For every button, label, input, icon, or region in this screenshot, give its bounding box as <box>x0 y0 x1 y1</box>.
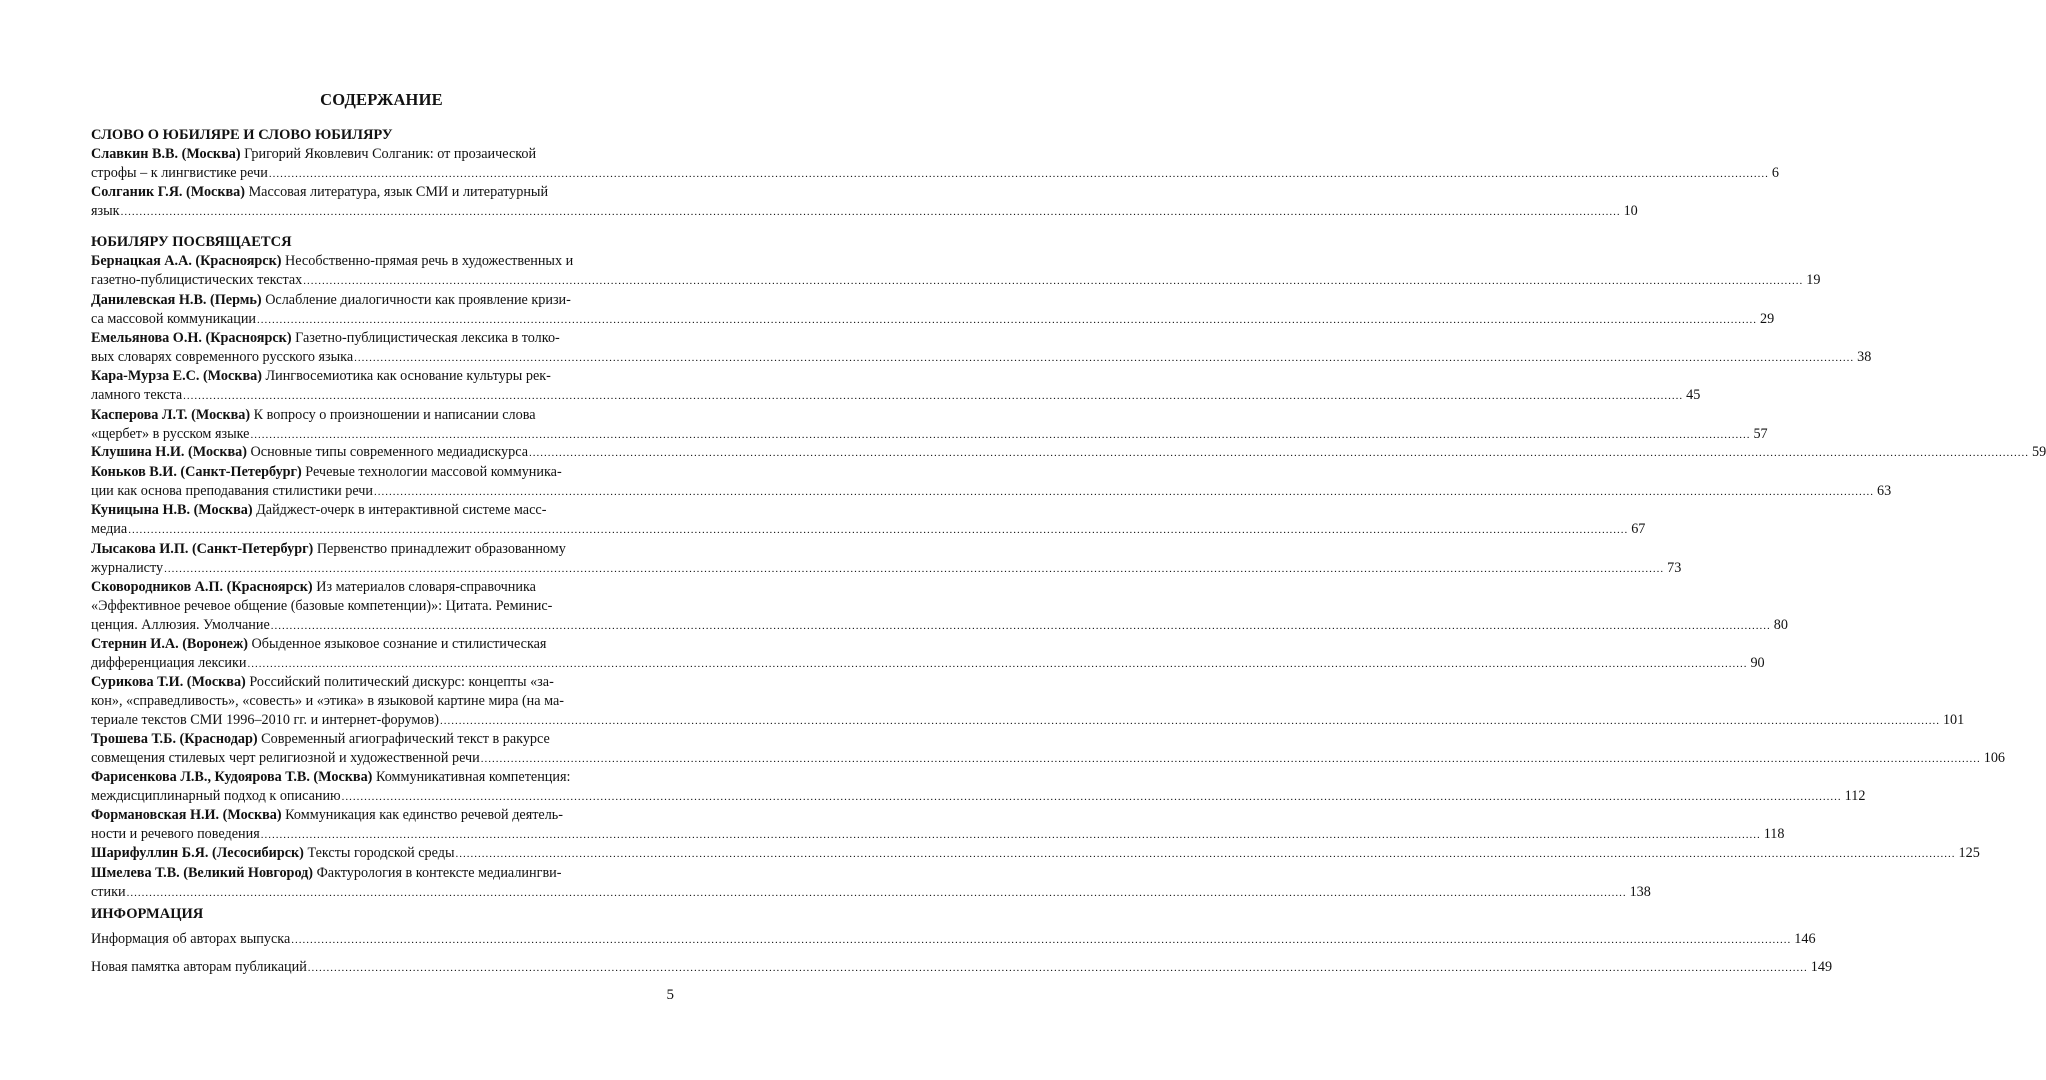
toc-entry[interactable] <box>91 806 1785 844</box>
leader-dots: ................................................................................................................................................................................................................................................................................................................................................................................................................ <box>341 791 1842 803</box>
toc-entry[interactable] <box>91 183 1638 221</box>
entry-page-number: 101 <box>1942 712 1965 728</box>
section-heading: СЛОВО О ЮБИЛЯРЕ И СЛОВО ЮБИЛЯРУ <box>91 127 393 143</box>
entry-text <box>91 787 341 806</box>
entry-text <box>91 616 270 635</box>
entry-text <box>91 164 268 183</box>
entry-page-number: 80 <box>1773 617 1788 633</box>
entry-text <box>91 202 120 221</box>
entry-author: Лысакова И.П. (Санкт-Петербург) <box>91 541 314 557</box>
entry-line <box>91 406 672 425</box>
entry-title-text: Новая памятка авторам публикаций <box>91 959 307 975</box>
entry-line <box>91 958 1833 977</box>
entry-title-text: журналисту <box>91 560 164 576</box>
toc-entry[interactable] <box>91 930 1816 949</box>
entry-text <box>91 930 290 949</box>
entry-author: Клушина Н.И. (Москва) <box>91 444 247 460</box>
entry-title-text: Основные типы современного медиадискурса <box>247 444 528 460</box>
entry-title-text: териале текстов СМИ 1996–2010 гг. и интернет-форумов) <box>91 712 439 728</box>
entry-text <box>91 711 439 730</box>
entry-line <box>91 749 2006 768</box>
entry-author: Солганик Г.Я. (Москва) <box>91 184 246 200</box>
entry-page-number: 57 <box>1753 426 1768 442</box>
entry-text <box>91 310 256 329</box>
entry-text <box>91 520 127 539</box>
leader-dots: ................................................................................................................................................................................................................................................................................................................................................................................................................ <box>480 753 1981 765</box>
entry-text <box>91 482 373 501</box>
entry-line <box>91 559 1682 578</box>
entry-title-text: «щербет» в русском языке <box>91 426 250 442</box>
entry-title-text: Речевые технологии массовой коммуника- <box>301 464 562 480</box>
entry-title-text: Тексты городской среды <box>303 845 455 861</box>
toc-entry[interactable] <box>91 768 1866 806</box>
entry-line <box>91 252 672 271</box>
entry-line <box>91 844 1980 863</box>
entry-line <box>91 806 672 825</box>
entry-title-text: газетно-публицистических текстах <box>91 272 303 288</box>
section-heading: ЮБИЛЯРУ ПОСВЯЩАЕТСЯ <box>91 234 292 250</box>
entry-title-text: ценция. Аллюзия. Умолчание <box>91 617 270 633</box>
entry-line <box>91 883 1651 902</box>
entry-line <box>91 787 1866 806</box>
entry-author: Формановская Н.И. (Москва) <box>91 807 282 823</box>
entry-page-number: 149 <box>1810 959 1833 975</box>
entry-text <box>91 598 552 614</box>
toc-entry[interactable] <box>91 958 1833 977</box>
leader-dots: ................................................................................................................................................................................................................................................................................................................................................................................................................ <box>529 447 2029 459</box>
entry-text <box>91 731 550 747</box>
leader-dots: ................................................................................................................................................................................................................................................................................................................................................................................................................ <box>247 658 1748 670</box>
entry-line <box>91 202 1638 221</box>
entry-line <box>91 271 1821 290</box>
entry-title-text: строфы – к лингвистике речи <box>91 165 268 181</box>
entry-title-text: вых словарях современного русского языка <box>91 349 354 365</box>
entry-page-number: 125 <box>1958 845 1980 861</box>
toc-entry[interactable] <box>91 501 1646 539</box>
entry-text <box>91 807 563 823</box>
entry-author: Шмелева Т.В. (Великий Новгород) <box>91 865 314 881</box>
toc-entry[interactable] <box>91 864 1651 902</box>
entry-author: Сковородников А.П. (Красноярск) <box>91 579 313 595</box>
leader-dots: ................................................................................................................................................................................................................................................................................................................................................................................................................ <box>164 563 1665 575</box>
entry-text <box>91 958 307 977</box>
entry-title-text: междисциплинарный подход к описанию <box>91 788 341 804</box>
entry-author: Фарисенкова Л.В., Кудоярова Т.В. (Москва) <box>91 769 373 785</box>
leader-dots: ................................................................................................................................................................................................................................................................................................................................................................................................................ <box>260 829 1761 841</box>
entry-title-text: совмещения стилевых черт религиозной и художественной речи <box>91 750 480 766</box>
entry-text <box>91 636 546 652</box>
entry-page-number: 112 <box>1844 788 1866 804</box>
entry-line <box>91 825 1785 844</box>
entry-title-text: «Эффективное речевое общение (базовые компетенции)»: Цитата. Реминис- <box>91 598 553 614</box>
entry-text <box>91 502 546 518</box>
entry-author: Трошева Т.Б. (Краснодар) <box>91 731 258 747</box>
leader-dots: ................................................................................................................................................................................................................................................................................................................................................................................................................ <box>250 429 1751 441</box>
entry-line <box>91 673 672 692</box>
toc-entry[interactable] <box>91 252 1821 290</box>
entry-title-text: дифференциация лексики <box>91 655 247 671</box>
section-heading: ИНФОРМАЦИЯ <box>91 906 204 922</box>
leader-dots: ................................................................................................................................................................................................................................................................................................................................................................................................................ <box>354 352 1855 364</box>
entry-title-text: Несобственно-прямая речь в художественных и <box>281 253 574 269</box>
toc-entry[interactable] <box>91 367 1701 405</box>
entry-title-text: стики <box>91 884 126 900</box>
entry-title-text: Коммуникация как единство речевой деятель- <box>281 807 564 823</box>
leader-dots: ................................................................................................................................................................................................................................................................................................................................................................................................................ <box>303 275 1804 287</box>
entry-page-number: 73 <box>1667 560 1682 576</box>
entry-page-number: 118 <box>1763 826 1785 842</box>
entry-text <box>91 330 560 346</box>
toc-entry[interactable] <box>91 443 2046 462</box>
entry-line <box>91 616 1788 635</box>
leader-dots: ................................................................................................................................................................................................................................................................................................................................................................................................................ <box>126 887 1627 899</box>
entry-line <box>91 501 672 520</box>
entry-title-text: Дайджест-очерк в интерактивной системе масс- <box>252 502 547 518</box>
entry-page-number: 146 <box>1794 931 1816 947</box>
entry-title-text: язык <box>91 203 120 219</box>
entry-page-number: 59 <box>2032 444 2046 460</box>
entry-page-number: 90 <box>1750 655 1765 671</box>
entry-text <box>91 883 126 902</box>
entry-text <box>91 368 551 384</box>
toc-entry[interactable] <box>91 730 2006 768</box>
entry-text <box>91 253 573 269</box>
entry-line <box>91 711 1965 730</box>
entry-line <box>91 864 672 883</box>
entry-title-text: К вопросу о произношении и написании слова <box>250 407 536 423</box>
entry-line <box>91 730 672 749</box>
entry-line <box>91 768 672 787</box>
leader-dots: ................................................................................................................................................................................................................................................................................................................................................................................................................ <box>374 486 1875 498</box>
leader-dots: ................................................................................................................................................................................................................................................................................................................................................................................................................ <box>257 314 1757 326</box>
page-title: СОДЕРЖАНИЕ <box>320 90 443 109</box>
entry-line <box>91 520 1646 539</box>
entry-title-text: Коммуникативная компетенция: <box>372 769 571 785</box>
entry-page-number: 29 <box>1760 311 1775 327</box>
entry-title-text: Информация об авторах выпуска <box>91 931 291 947</box>
leader-dots: ................................................................................................................................................................................................................................................................................................................................................................................................................ <box>291 934 1792 946</box>
entry-line <box>91 654 1765 673</box>
entry-line <box>91 310 1775 329</box>
entry-title-text: Из материалов словаря-справочника <box>312 579 536 595</box>
entry-title-text: медиа <box>91 521 128 537</box>
entry-text <box>91 443 528 462</box>
entry-line <box>91 443 2046 462</box>
entry-text <box>91 407 536 423</box>
entry-title-text: ции как основа преподавания стилистики речи <box>91 483 374 499</box>
entry-title-text: Обыденное языковое сознание и стилистическая <box>247 636 547 652</box>
entry-page-number: 63 <box>1877 483 1892 499</box>
leader-dots: ................................................................................................................................................................................................................................................................................................................................................................................................................ <box>183 390 1684 402</box>
leader-dots: ................................................................................................................................................................................................................................................................................................................................................................................................................ <box>455 848 1956 860</box>
entry-title-text: Массовая литература, язык СМИ и литературный <box>245 184 549 200</box>
entry-line <box>91 386 1701 405</box>
entry-page-number: 10 <box>1623 203 1638 219</box>
entry-text <box>91 865 561 881</box>
entry-text <box>91 425 249 444</box>
entry-page-number: 45 <box>1686 387 1701 403</box>
entry-author: Данилевская Н.В. (Пермь) <box>91 292 262 308</box>
entry-author: Кара-Мурза Е.С. (Москва) <box>91 368 262 384</box>
entry-line <box>91 597 672 616</box>
entry-author: Касперова Л.Т. (Москва) <box>91 407 251 423</box>
leader-dots: ................................................................................................................................................................................................................................................................................................................................................................................................................ <box>270 620 1771 632</box>
entry-line <box>91 348 1872 367</box>
entry-text <box>91 579 536 595</box>
entry-page-number: 138 <box>1629 884 1651 900</box>
entry-line <box>91 635 672 654</box>
entry-text <box>91 184 548 200</box>
entry-text <box>91 386 182 405</box>
entry-title-text: Первенство принадлежит образованному <box>313 541 566 557</box>
entry-author: Стернин И.А. (Воронеж) <box>91 636 248 652</box>
entry-line <box>91 692 672 711</box>
entry-title-text: Российский политический дискурс: концепты «за- <box>245 674 554 690</box>
entry-title-text: Григорий Яковлевич Солганик: от прозаической <box>240 146 537 162</box>
entry-page-number: 67 <box>1631 521 1646 537</box>
entry-line <box>91 367 672 386</box>
toc-entry[interactable] <box>91 463 1892 501</box>
entry-author: Куницына Н.В. (Москва) <box>91 502 253 518</box>
entry-text <box>91 271 302 290</box>
entry-line <box>91 145 672 164</box>
entry-author: Емельянова О.Н. (Красноярск) <box>91 330 292 346</box>
entry-text <box>91 749 480 768</box>
entry-line <box>91 540 672 559</box>
entry-line <box>91 578 672 597</box>
toc-entry[interactable] <box>91 145 1779 183</box>
entry-title-text: ности и речевого поведения <box>91 826 260 842</box>
leader-dots: ................................................................................................................................................................................................................................................................................................................................................................................................................ <box>120 206 1621 218</box>
toc-entry[interactable] <box>91 291 1775 329</box>
entry-title-text: кон», «справедливость», «совесть» и «этика» в языковой картине мира (на ма- <box>91 693 565 709</box>
entry-text <box>91 825 260 844</box>
entry-title-text: Фактурология в контексте медиалингви- <box>313 865 562 881</box>
entry-title-text: Газетно-публицистическая лексика в толко- <box>291 330 560 346</box>
entry-page-number: 19 <box>1806 272 1821 288</box>
page-number: 5 <box>666 987 674 1003</box>
leader-dots: ................................................................................................................................................................................................................................................................................................................................................................................................................ <box>439 715 1940 727</box>
entry-text <box>91 292 571 308</box>
entry-page-number: 6 <box>1771 165 1779 181</box>
entry-author: Шарифуллин Б.Я. (Лесосибирск) <box>91 845 304 861</box>
entry-title-text: са массовой коммуникации <box>91 311 256 327</box>
entry-title-text: ламного текста <box>91 387 183 403</box>
toc-entry[interactable] <box>91 844 1980 863</box>
entry-page-number: 38 <box>1857 349 1872 365</box>
entry-line <box>91 164 1779 183</box>
entry-line <box>91 930 1816 949</box>
entry-line <box>91 482 1892 501</box>
entry-text <box>91 559 163 578</box>
entry-title-text: Современный агиографический текст в ракурсе <box>257 731 550 747</box>
entry-page-number: 106 <box>1983 750 2006 766</box>
entry-line <box>91 463 672 482</box>
toc-entry[interactable] <box>91 329 1872 367</box>
entry-text <box>91 654 246 673</box>
entry-author: Коньков В.И. (Санкт-Петербург) <box>91 464 302 480</box>
entry-text <box>91 348 353 367</box>
entry-text <box>91 464 562 480</box>
entry-text <box>91 146 536 162</box>
leader-dots: ................................................................................................................................................................................................................................................................................................................................................................................................................ <box>307 962 1808 974</box>
entry-text <box>91 541 566 557</box>
entry-text <box>91 674 554 690</box>
entry-line <box>91 291 672 310</box>
entry-line <box>91 329 672 348</box>
entry-author: Бернацкая А.А. (Красноярск) <box>91 253 282 269</box>
toc-entry[interactable] <box>91 635 1765 673</box>
toc-entry[interactable] <box>91 540 1682 578</box>
toc-entry[interactable] <box>91 406 1768 444</box>
entry-line <box>91 183 672 202</box>
entry-text <box>91 693 564 709</box>
toc-entry[interactable] <box>91 578 1788 635</box>
entry-author: Сурикова Т.И. (Москва) <box>91 674 246 690</box>
entry-title-text: Ослабление диалогичности как проявление кризи- <box>261 292 571 308</box>
entry-line <box>91 425 1768 444</box>
toc-entry[interactable] <box>91 673 1965 730</box>
entry-title-text: Лингвосемиотика как основание культуры рек- <box>261 368 551 384</box>
leader-dots: ................................................................................................................................................................................................................................................................................................................................................................................................................ <box>128 524 1629 536</box>
leader-dots: ................................................................................................................................................................................................................................................................................................................................................................................................................ <box>268 168 1769 180</box>
entry-text <box>91 769 570 785</box>
entry-text <box>91 844 455 863</box>
entry-author: Славкин В.В. (Москва) <box>91 146 241 162</box>
